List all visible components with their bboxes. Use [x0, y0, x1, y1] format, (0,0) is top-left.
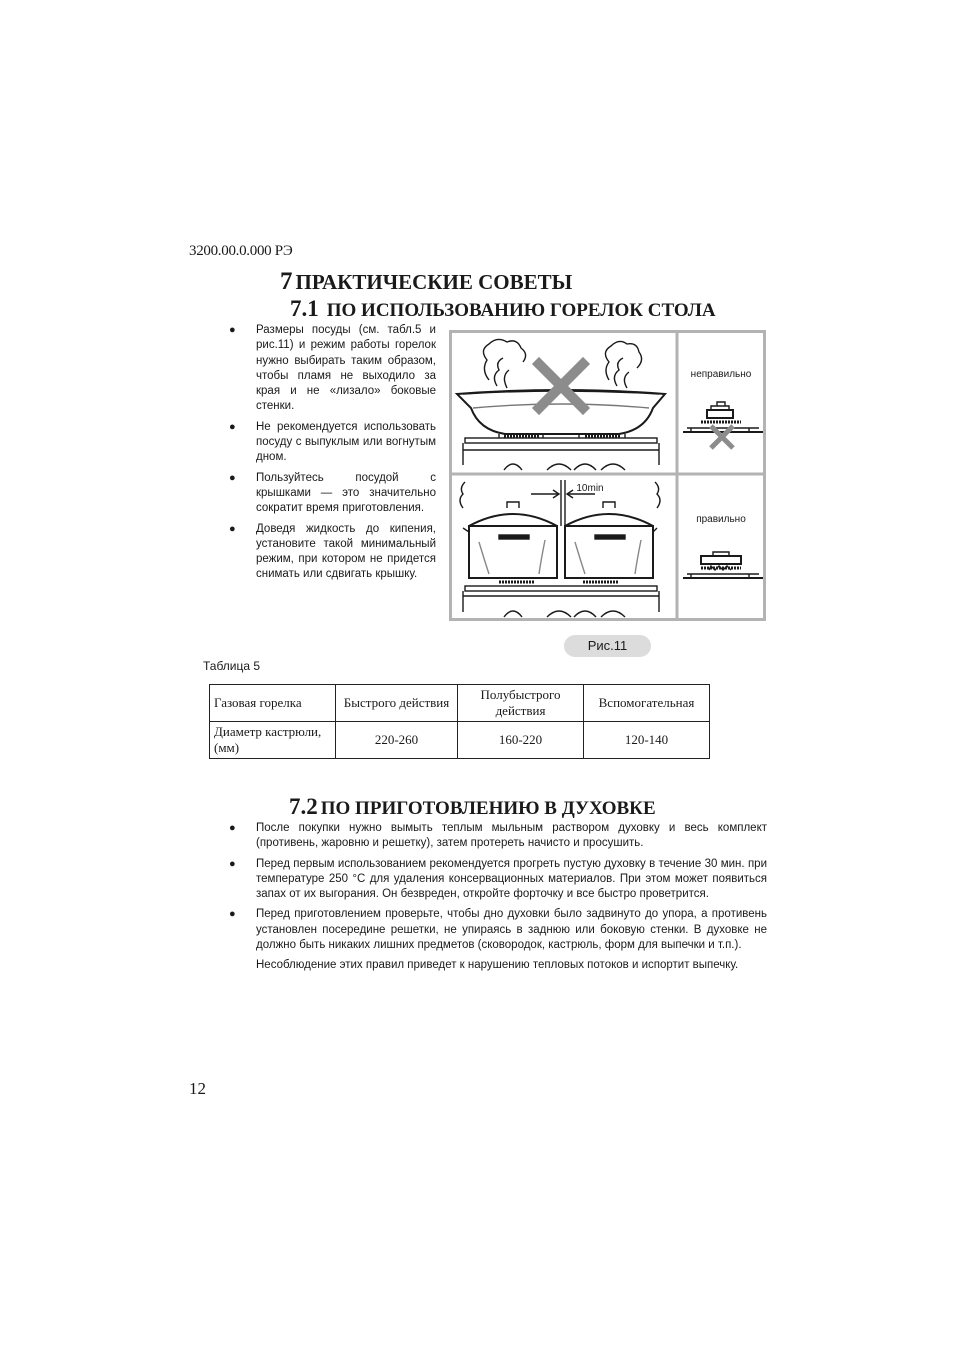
cookware-illustration — [449, 330, 766, 621]
label-right: правильно — [696, 514, 746, 525]
bullet-icon: ● — [229, 857, 236, 870]
label-wrong: неправильно — [690, 369, 752, 380]
table-header-cell: Вспомогательная — [584, 685, 710, 722]
table-header-cell: Полубыстрого действия — [458, 685, 584, 722]
list-item: ● Не рекомендуется использовать посуду с выпуклым или вогнутым дном. — [229, 420, 436, 464]
bullet-icon: ● — [229, 522, 236, 535]
table-row — [210, 722, 710, 759]
bullet-icon: ● — [229, 420, 236, 433]
section-7-title: ПРАКТИЧЕСКИЕ СОВЕТЫ — [295, 270, 573, 294]
table-cell: 120-140 — [584, 722, 710, 759]
section-72-number: 7.2 — [289, 794, 318, 819]
list-item: ● Перед первым использованием рекомендуется прогреть пустую духовку в течение 30 мин. при температуре 250 °С для удаления консервационных материалов. При этом может появиться запах от их выгорания. Он безвреден, откройте форточку и все быстро проветрится. — [229, 857, 767, 901]
burner-tips-list — [230, 323, 436, 588]
table-header-cell: Газовая горелка — [210, 685, 336, 722]
bullet-icon: ● — [229, 822, 236, 834]
gap-label: 10min — [576, 483, 604, 494]
list-item: ● Перед приготовлением проверьте, чтобы дно духовки было задвинуто до упора, а противень установлен посередине решетки, не упираясь в заднюю или боковую стенки. В духовке не должно быть никаких лишних предметов (сковородок, кастрюль, форм для выпечки и т.п.). — [229, 908, 767, 952]
table-header-cell: Быстрого действия — [336, 685, 458, 722]
list-item: ● После покупки нужно вымыть теплым мыльным раствором духовку и весь комплект (противень, жаровню и решетку), затем протереть начисто и просушить. — [229, 822, 767, 850]
list-item: ● Доведя жидкость до кипения, установите такой минимальный режим, при котором не придется снимать или сдвигать крышку. — [229, 522, 436, 581]
oven-tips-list — [230, 821, 767, 979]
bullet-icon: ● — [229, 471, 236, 484]
two-pots-scene — [460, 480, 660, 617]
pan-right-scene — [683, 552, 763, 578]
table-title: Таблица 5 — [203, 659, 261, 673]
wide-pan-scene — [457, 339, 665, 470]
page-number: 12 — [189, 1079, 206, 1098]
table-header-row — [210, 685, 710, 722]
wrong-cross-small-icon — [711, 426, 733, 448]
bullet-icon: ● — [229, 324, 236, 336]
figure-caption: Рис.11 — [564, 635, 651, 657]
section-71-title: ПО ИСПОЛЬЗОВАНИЮ ГОРЕЛОК СТОЛА — [326, 300, 716, 321]
table-cell: 160-220 — [458, 722, 584, 759]
document-number: 3200.00.0.000 РЭ — [189, 243, 293, 259]
section-72-heading — [289, 794, 656, 820]
section-7-number: 7 — [280, 268, 293, 295]
table-row-label: Диаметр кастрюли, (мм) — [210, 722, 336, 759]
section-7-heading — [280, 268, 572, 296]
oven-note: Несоблюдение этих правил приведет к нарушению тепловых потоков и испортит выпечку. — [256, 959, 739, 972]
section-71-number: 7.1 — [290, 296, 319, 321]
list-item: ● Пользуйтесь посудой с крышками — это значительно сократит время приготовления. — [229, 471, 436, 515]
small-pan-wrong-scene — [683, 402, 763, 432]
bullet-icon: ● — [229, 908, 236, 921]
section-72-title: ПО ПРИГОТОВЛЕНИЮ В ДУХОВКЕ — [320, 798, 656, 819]
table-cell: 220-260 — [336, 722, 458, 759]
section-71-heading — [290, 296, 716, 322]
list-item: ● Размеры посуды (см. табл.5 и рис.11) и режим работы горелок нужно выбирать таким образом, чтобы пламя не выходило за края и не «лизало» боковые стенки. — [229, 324, 436, 413]
burner-diameter-table — [209, 684, 710, 759]
